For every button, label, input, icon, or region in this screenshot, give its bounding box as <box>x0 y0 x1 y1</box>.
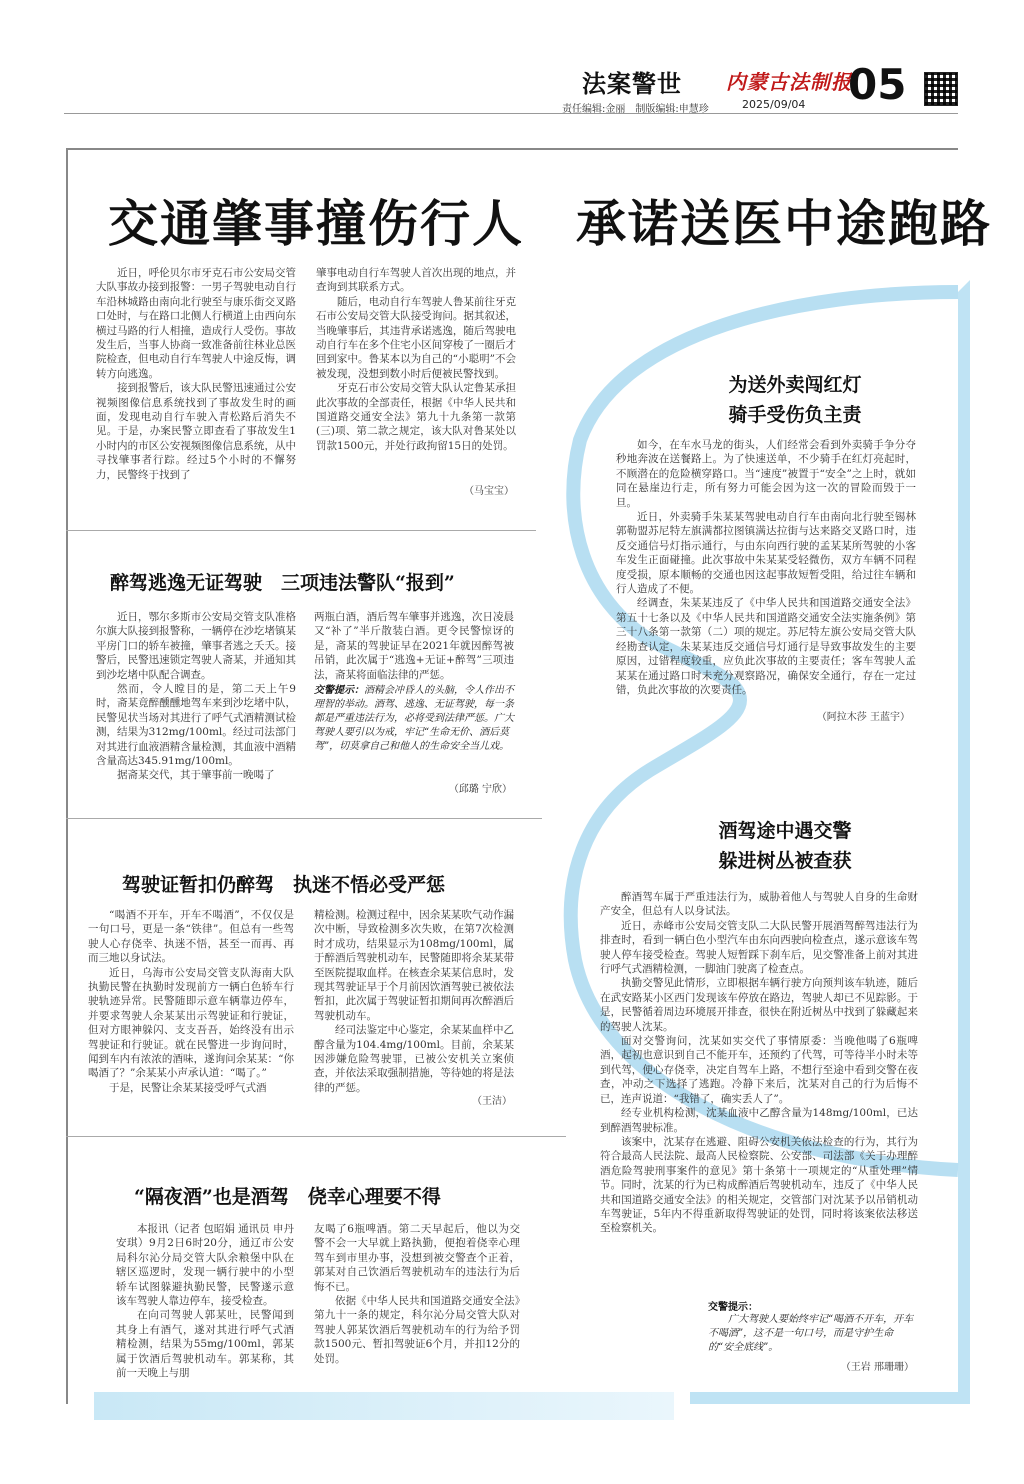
article5-headline <box>700 370 890 430</box>
article4-column2 <box>314 1222 520 1366</box>
tip-label: 交警提示： <box>314 685 364 696</box>
editor-credits: 责任编辑:金丽 制版编辑:申慧珍 <box>562 104 709 115</box>
main-headline: 交通肇事撞伤行人 承诺送医中途跑路 <box>108 194 992 253</box>
article6-tip-box <box>708 1298 918 1355</box>
article3-byline: （王洁） <box>472 1096 512 1107</box>
divider <box>66 818 542 819</box>
paragraph: 依据《中华人民共和国道路交通安全法》第九十一条的规定，科尔沁分局交管大队对驾驶人郭某饮酒后驾驶机动车的行为给予罚款1500元、暂扣驾驶证6个月，并扣12分的处罚。 <box>314 1295 520 1365</box>
paragraph: 近日，呼伦贝尔市牙克石市公安局交管大队事故办接到报警：一男子驾驶电动自行车沿林城路由南向北行驶至与康乐街交叉路口处时，与在路口北侧人行横道上由西向东横过马路的行人相撞，造成行人受伤。事故发生后，当事人协商一致准备前往林业总医院检查，但电动自行车驾驶人中途反悔，调转方向逃逸。 <box>96 267 296 380</box>
paragraph: 经专业机构检测，沈某血液中乙醇含量为148mg/100ml，已达到醉酒驾驶标准。 <box>600 1107 918 1134</box>
paragraph: 近日，鄂尔多斯市公安局交管支队准格尔旗大队接到报警称，一辆停在沙圪堵镇某平房门口的轿车被撞，肇事者逃之夭夭。接警后，民警迅速锁定驾驶人斋某，并通知其到沙圪堵中队配合调查。 <box>96 611 296 681</box>
paragraph: 随后，电动自行车驾驶人鲁某前往牙克石市公安局交管大队接受询问。据其叙述，当晚肇事后，其违背承诺逃逸，随后驾驶电动自行车在多个住宅小区间穿梭了一圈后才回到家中。鲁某本以为自己的“小聪明”不会被发现，没想到数小时后便被民警找到。 <box>316 295 516 380</box>
article4-column1 <box>116 1222 294 1380</box>
bottom-decorative-strip <box>94 1392 674 1420</box>
issue-date: 2025/09/04 <box>742 98 806 111</box>
paragraph: 精检测。检测过程中，因余某某吹气动作漏次中断，导致检测多次失败，在第7次检测时才成功，结果显示为108mg/100ml，属于醉酒后驾驶机动车，民警随即将余某某带至医院提取血样。在核查余某某信息时，发现其驾驶证早于个月前因饮酒驾驶已被依法暂扣，此次属于驾驶证暂扣期间再次醉酒后驾驶机动车。 <box>314 909 514 1022</box>
section-title: 法案警世 <box>582 70 682 98</box>
paragraph: 于是，民警让余某某接受呼气式酒 <box>109 1081 267 1094</box>
article6-headline-line1: 酒驾途中遇交警 <box>718 820 852 842</box>
article1-column1 <box>96 266 296 482</box>
article3-column2 <box>314 908 514 1095</box>
paragraph: 在向司驾驶人郭某吐，民警闻到其身上有酒气，遂对其进行呼气式酒精检测，结果为55mg/100ml，郭某属于饮酒后驾驶机动车。郭某称，其前一天晚上与朋 <box>116 1309 294 1380</box>
paragraph: 近日，乌海市公安局交管支队海南大队执勤民警在执勤时发现前方一辆白色轿车行驶轨迹异常。民警随即示意车辆靠边停车，并要求驾驶人余某某出示驾驶证和行驶证，但对方眼神躲闪、支支吾吾，始终没有出示驾驶证和行驶证。就在民警进一步询问时，闻到车内有浓浓的酒味，遂询问余某某：“你喝酒了？”余某某小声承认道：“喝了。” <box>88 966 294 1080</box>
article5-body <box>616 438 916 697</box>
paragraph: 友喝了6瓶啤酒。第二天早起后，他以为交警不会一大早就上路执勤，便抱着侥幸心理驾车到市里办事，没想到被交警查个正着，郭某对自己饮酒后驾驶机动车的违法行为后悔不已。 <box>314 1223 520 1293</box>
article6-headline <box>690 816 880 876</box>
article1-column2 <box>316 266 516 453</box>
tip-label: 交警提示： <box>708 1302 758 1313</box>
paragraph: 接到报警后，该大队民警迅速通过公安视频图像信息系统找到了事故发生时的画面，发现电动自行车驶入青松路后消失不见。于是，办案民警立即查看了事故发生1小时内的市区公安视频图像信息系统，从中寻找肇事者行踪。经过5个小时的不懈努力，民警终于找到了 <box>96 382 296 481</box>
article1-byline: （马宝宝） <box>464 486 514 497</box>
paragraph: 肇事电动自行车驾驶人首次出现的地点，并查询到其联系方式。 <box>316 267 516 294</box>
paragraph: 如今，在车水马龙的街头，人们经常会看到外卖骑手争分夺秒地奔波在送餐路上。为了快速送单，不少骑手在红灯亮起时，不顾潜在的危险横穿路口。当“速度”被置于“安全”之上时，就如同在悬崖边行走，所有努力可能会因为这一次的冒险而毁于一旦。 <box>616 439 916 509</box>
paragraph: 近日，赤峰市公安局交管支队二大队民警开展酒驾醉驾违法行为排查时，看到一辆白色小型汽车由东向西驶向检查点，遂示意该车驾驶人停车接受检查。驾驶人短暂踩下刹车后，见交警准备上前对其进行呼气式酒精检测，一脚油门驶离了检查点。 <box>600 919 918 976</box>
tip-text: 酒精会冲昏人的头脑，令人作出不理智的举动。酒驾、逃逸、无证驾驶，每一条都是严重违法行为，必将受到法律严惩。广大驾驶人要引以为戒，牢记“生命无价、酒后莫驾”，切莫拿自己和他人的生命安全当儿戏。 <box>314 685 514 752</box>
paragraph: 近日，外卖骑手朱某某驾驶电动自行车由南向北行驶至锡林郭勒盟苏尼特左旗满都拉图镇满达拉街与达来路交叉路口时，违反交通信号灯指示通行，与由东向西行驶的孟某某所驾驶的小客车发生正面碰撞。此次事故中朱某某受轻微伤，双方车辆不同程度受损，原本顺畅的交通也因这起事故短暂受阻，给过往车辆和行人造成了不便。 <box>616 511 916 596</box>
paragraph: “喝酒不开车，开车不喝酒”，不仅仅是一句口号，更是一条“铁律”。但总有一些驾驶人心存侥幸、执迷不悟，甚至一而再、再而三地以身试法。 <box>88 909 294 965</box>
paragraph: 两瓶白酒，酒后驾车肇事并逃逸，次日凌晨又“补了”半斤散装白酒。更令民警惊讶的是，斋某的驾驶证早在2021年就因醉驾被吊销，此次属于“逃逸+无证+醉驾”三项违法，斋某将面临法律的严惩。 <box>314 611 514 681</box>
tip-text: 广大驾驶人要始终牢记“喝酒不开车，开车不喝酒”，这不是一句口号，而是守护生命的“安全底线”。 <box>708 1314 914 1353</box>
paragraph: 面对交警询问，沈某如实交代了事情原委：当晚他喝了6瓶啤酒，起初也意识到自己不能开车，还预约了代驾，可等待半小时未等到代驾，便心存侥幸，决定自驾车上路，不想行至途中看到交警在夜查，冲动之下选择了逃跑。冷静下来后，沈某对自己的行为后悔不已，连声说道：“我错了，确实丢人了”。 <box>600 1035 918 1105</box>
divider <box>66 530 536 531</box>
article6-byline: （王岩 邢珊珊） <box>840 1362 914 1373</box>
article5-headline-line2: 骑手受伤负主责 <box>728 404 862 426</box>
paragraph: 经司法鉴定中心鉴定，余某某血样中乙醇含量为104.4mg/100ml。目前，余某某因涉嫌危险驾驶罪，已被公安机关立案侦查，并依法采取强制措施，等待她的将是法律的严惩。 <box>314 1024 514 1094</box>
paragraph: 据斋某交代，其于肇事前一晚喝了 <box>117 769 275 782</box>
article6-headline-line2: 躲进树丛被查获 <box>718 850 852 872</box>
article5-byline: （阿拉木莎 王蓝宇） <box>816 712 910 723</box>
paragraph: 醉酒驾车属于严重违法行为，威胁着他人与驾驶人自身的生命财产安全，但总有人以身试法。 <box>600 891 918 918</box>
paragraph: 牙克石市公安局交管大队认定鲁某承担此次事故的全部责任，根据《中华人民共和国道路交通安全法》第九十九条第一款第(三)项、第二款之规定，该大队对鲁某处以罚款1500元，并处行政拘留15日的处罚。 <box>316 382 516 452</box>
paragraph: 执勤交警见此情形，立即根据车辆行驶方向预判该车轨迹，随后在武安路某小区西门发现该车停放在路边，驾驶人却已不见踪影。于是，民警循着周边环境展开排查，很快在附近树丛中找到了躲藏起来的驾驶人沈某。 <box>600 977 918 1033</box>
article2-tip-box <box>314 684 514 754</box>
article2-byline: （邱璐 宁欣） <box>448 784 512 795</box>
paragraph: 经调查，朱某某违反了《中华人民共和国道路交通安全法》第五十七条以及《中华人民共和国道路交通安全法实施条例》第三十八条第一款第（二）项的规定。苏尼特左旗公安局交管大队经勘查认定，朱某某违反交通信号灯通行是导致事故发生的主要原因，过错程度较重，应负此次事故的主要责任；客车驾驶人孟某某在通过路口时未充分观察路况，确保安全通行，存在一定过错，负此次事故的次要责任。 <box>616 597 916 696</box>
article4-headline: “隔夜酒”也是酒驾 侥幸心理要不得 <box>134 1186 441 1208</box>
article2-column2 <box>314 610 514 682</box>
paragraph: 然而，令人瞠目的是，第二天上午9时，斋某竟醉醺醺地驾车来到沙圪堵中队，民警见状当场对其进行了呼气式酒精测试检测，结果为312mg/100ml。经过司法部门对其进行血液酒精含量检测，其血液中酒精含量高达345.91mg/100ml。 <box>96 683 296 768</box>
article2-headline: 醉驾逃逸无证驾驶 三项违法警队“报到” <box>110 572 455 594</box>
article5-headline-line1: 为送外卖闯红灯 <box>728 374 862 396</box>
article2-column1 <box>96 610 296 783</box>
article6-body <box>600 890 918 1236</box>
paragraph: 本报讯（记者 包昭娟 通讯员 申丹安琪）9月2日6时20分，通辽市公安局科尔沁分局交管大队余粮堡中队在辖区巡逻时，发现一辆行驶中的小型轿车试图躲避执勤民警，民警遂示意该车驾驶人靠边停车，接受检查。 <box>116 1223 295 1308</box>
newspaper-logo: 内蒙古法制报 <box>726 70 852 94</box>
divider <box>66 1136 566 1137</box>
page-number: 05 <box>848 60 907 109</box>
article3-column1 <box>88 908 294 1095</box>
paragraph: 该案中，沈某存在逃避、阻碍公安机关依法检查的行为，其行为符合最高人民法院、最高人民检察院、公安部、司法部《关于办理醉酒危险驾驶刑事案件的意见》第十条第十一项规定的“从重处理”情节。同时，沈某的行为已构成醉酒后驾驶机动车，违反了《中华人民共和国道路交通安全法》的相关规定，交管部门对沈某予以吊销机动车驾驶证，5年内不得重新取得驾驶证的处罚，同时将该案依法移送至检察机关。 <box>600 1135 918 1235</box>
article3-headline: 驾驶证暂扣仍醉驾 执迷不悟必受严惩 <box>122 874 446 896</box>
